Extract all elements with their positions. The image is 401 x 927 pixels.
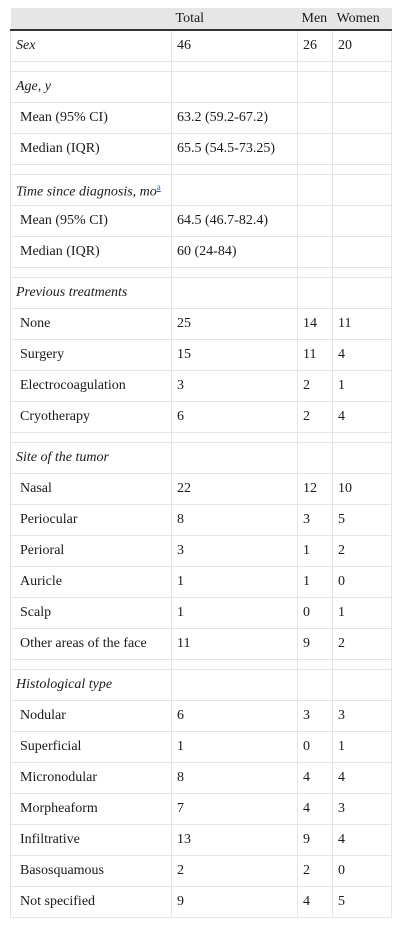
section-empty-cell (172, 175, 298, 206)
row-label: Cryotherapy (11, 402, 172, 433)
women-cell (333, 206, 392, 237)
footnote-marker (157, 180, 161, 193)
table-row (11, 856, 392, 887)
section-empty-cell (298, 278, 333, 309)
men-cell (298, 134, 333, 165)
total-cell: 9 (172, 887, 298, 918)
table-row (11, 237, 392, 268)
total-cell: 64.5 (46.7-82.4) (172, 206, 298, 237)
total-cell: 3 (172, 371, 298, 402)
table-row (11, 732, 392, 763)
women-cell: 3 (333, 794, 392, 825)
sex-men: 26 (298, 30, 333, 62)
sex-label: Sex (11, 30, 172, 62)
men-cell: 2 (298, 402, 333, 433)
men-cell: 3 (298, 505, 333, 536)
total-cell: 2 (172, 856, 298, 887)
women-cell: 5 (333, 505, 392, 536)
section-header-row (11, 670, 392, 701)
spacer-cell (11, 433, 172, 443)
men-cell: 1 (298, 536, 333, 567)
table-row (11, 598, 392, 629)
spacer-row (11, 165, 392, 175)
row-label: Mean (95% CI) (11, 206, 172, 237)
row-label: Median (IQR) (11, 237, 172, 268)
section-empty-cell (172, 278, 298, 309)
section-title (11, 278, 172, 309)
total-cell: 25 (172, 309, 298, 340)
section-empty-cell (172, 670, 298, 701)
section-empty-cell (333, 443, 392, 474)
total-cell: 1 (172, 598, 298, 629)
spacer-row (11, 268, 392, 278)
women-cell: 10 (333, 474, 392, 505)
spacer-cell (172, 165, 298, 175)
header-total: Total (172, 8, 298, 30)
row-label: Median (IQR) (11, 134, 172, 165)
spacer-row (11, 660, 392, 670)
women-cell: 4 (333, 402, 392, 433)
section-title-text: Previous treatments (16, 285, 128, 300)
row-label: Other areas of the face (11, 629, 172, 660)
men-cell: 3 (298, 701, 333, 732)
table-row (11, 763, 392, 794)
row-label: Nodular (11, 701, 172, 732)
total-cell: 22 (172, 474, 298, 505)
table-row (11, 536, 392, 567)
women-cell: 2 (333, 629, 392, 660)
row-label: Superficial (11, 732, 172, 763)
women-cell: 2 (333, 536, 392, 567)
section-title (11, 72, 172, 103)
section-title (11, 175, 172, 206)
spacer-cell (172, 660, 298, 670)
spacer-cell (172, 268, 298, 278)
women-cell: 0 (333, 856, 392, 887)
total-cell: 8 (172, 763, 298, 794)
row-label: Micronodular (11, 763, 172, 794)
row-label: Electrocoagulation (11, 371, 172, 402)
table-row (11, 474, 392, 505)
women-cell: 1 (333, 732, 392, 763)
section-title (11, 443, 172, 474)
women-cell: 4 (333, 763, 392, 794)
spacer-cell (298, 62, 333, 72)
women-cell (333, 103, 392, 134)
section-empty-cell (333, 175, 392, 206)
spacer-cell (333, 268, 392, 278)
spacer-cell (298, 660, 333, 670)
section-header-row (11, 443, 392, 474)
header-row (11, 8, 392, 30)
section-empty-cell (333, 72, 392, 103)
women-cell (333, 237, 392, 268)
total-cell: 1 (172, 732, 298, 763)
spacer-cell (11, 660, 172, 670)
section-empty-cell (298, 175, 333, 206)
men-cell: 4 (298, 794, 333, 825)
section-title-text: Time since diagnosis, mo (16, 184, 157, 200)
total-cell: 7 (172, 794, 298, 825)
spacer-cell (298, 433, 333, 443)
women-cell: 1 (333, 598, 392, 629)
total-cell: 3 (172, 536, 298, 567)
total-cell: 15 (172, 340, 298, 371)
section-title (11, 670, 172, 701)
table-row (11, 371, 392, 402)
table-row (11, 887, 392, 918)
section-title-text: Site of the tumor (16, 450, 109, 465)
row-label: Infiltrative (11, 825, 172, 856)
table-row (11, 206, 392, 237)
header-women: Women (333, 8, 392, 30)
table-row (11, 794, 392, 825)
men-cell: 14 (298, 309, 333, 340)
total-cell: 8 (172, 505, 298, 536)
section-empty-cell (172, 72, 298, 103)
spacer-cell (11, 62, 172, 72)
spacer-cell (11, 165, 172, 175)
spacer-cell (333, 660, 392, 670)
sex-row (11, 30, 392, 62)
row-label: Not specified (11, 887, 172, 918)
row-label: Basosquamous (11, 856, 172, 887)
men-cell: 0 (298, 732, 333, 763)
row-label: None (11, 309, 172, 340)
spacer-cell (172, 62, 298, 72)
row-label: Morpheaform (11, 794, 172, 825)
spacer-cell (298, 268, 333, 278)
total-cell: 6 (172, 402, 298, 433)
men-cell (298, 206, 333, 237)
men-cell: 9 (298, 629, 333, 660)
men-cell: 4 (298, 763, 333, 794)
total-cell: 1 (172, 567, 298, 598)
men-cell: 9 (298, 825, 333, 856)
row-label: Auricle (11, 567, 172, 598)
total-cell: 63.2 (59.2-67.2) (172, 103, 298, 134)
row-label: Scalp (11, 598, 172, 629)
section-header-row (11, 72, 392, 103)
total-cell: 6 (172, 701, 298, 732)
spacer-cell (298, 165, 333, 175)
women-cell: 4 (333, 825, 392, 856)
table-row (11, 825, 392, 856)
spacer-cell (333, 62, 392, 72)
women-cell: 1 (333, 371, 392, 402)
spacer-cell (333, 165, 392, 175)
table-row (11, 629, 392, 660)
table-row (11, 340, 392, 371)
table-row (11, 701, 392, 732)
women-cell: 11 (333, 309, 392, 340)
spacer-row (11, 62, 392, 72)
table-row (11, 402, 392, 433)
men-cell: 12 (298, 474, 333, 505)
women-cell: 5 (333, 887, 392, 918)
row-label: Periocular (11, 505, 172, 536)
men-cell (298, 237, 333, 268)
spacer-cell (333, 433, 392, 443)
men-cell: 4 (298, 887, 333, 918)
spacer-row (11, 433, 392, 443)
total-cell: 13 (172, 825, 298, 856)
section-title-text: Histological type (16, 677, 113, 692)
total-cell: 65.5 (54.5-73.25) (172, 134, 298, 165)
men-cell: 2 (298, 856, 333, 887)
men-cell: 0 (298, 598, 333, 629)
men-cell (298, 103, 333, 134)
sex-total: 46 (172, 30, 298, 62)
header-men: Men (298, 8, 333, 30)
total-cell: 11 (172, 629, 298, 660)
table-row (11, 505, 392, 536)
sex-women: 20 (333, 30, 392, 62)
section-header-row (11, 175, 392, 206)
table-row (11, 567, 392, 598)
table-row (11, 134, 392, 165)
row-label: Mean (95% CI) (11, 103, 172, 134)
men-cell: 1 (298, 567, 333, 598)
section-header-row (11, 278, 392, 309)
section-empty-cell (298, 443, 333, 474)
row-label: Surgery (11, 340, 172, 371)
spacer-cell (172, 433, 298, 443)
women-cell: 3 (333, 701, 392, 732)
table-row (11, 309, 392, 340)
section-empty-cell (333, 670, 392, 701)
patient-characteristics-table (10, 8, 392, 918)
table-row (11, 103, 392, 134)
women-cell (333, 134, 392, 165)
header-blank (11, 8, 172, 30)
footnote-link[interactable]: a (156, 181, 161, 192)
row-label: Nasal (11, 474, 172, 505)
row-label: Perioral (11, 536, 172, 567)
section-empty-cell (172, 443, 298, 474)
men-cell: 11 (298, 340, 333, 371)
section-empty-cell (298, 670, 333, 701)
section-empty-cell (298, 72, 333, 103)
men-cell: 2 (298, 371, 333, 402)
spacer-cell (11, 268, 172, 278)
section-title-text: Age, y (16, 79, 51, 94)
total-cell: 60 (24-84) (172, 237, 298, 268)
section-empty-cell (333, 278, 392, 309)
women-cell: 0 (333, 567, 392, 598)
women-cell: 4 (333, 340, 392, 371)
